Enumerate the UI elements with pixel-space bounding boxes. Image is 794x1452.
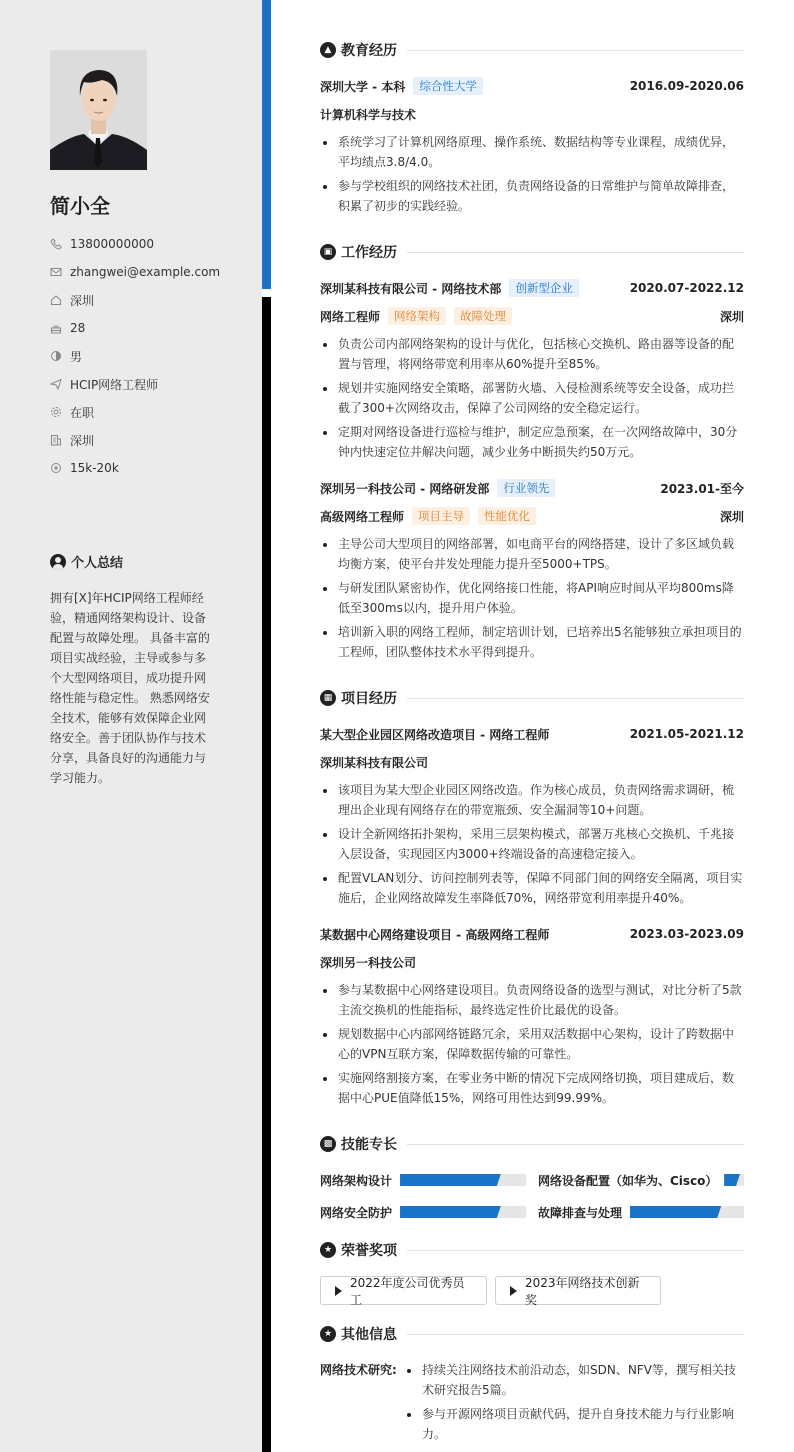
skill-bar-fill — [724, 1174, 740, 1186]
job-role-row — [320, 306, 744, 326]
list-item: 参与学校组织的网络技术社团，负责网络设备的日常维护与简单故障排查，积累了初步的实践经验。 — [320, 176, 744, 216]
company-tag: 创新型企业 — [509, 279, 579, 297]
project-header — [320, 924, 744, 944]
project-company-row — [320, 752, 744, 772]
award-chip — [495, 1276, 661, 1305]
projects-title: 项目经历 — [341, 691, 397, 707]
skill-item — [320, 1170, 526, 1190]
project-name: 某数据中心网络建设项目 - 高级网络工程师 — [320, 927, 550, 942]
location-row — [50, 286, 250, 314]
list-item: 规划数据中心内部网络链路冗余，采用双活数据中心架构，设计了跨数据中心的VPN互联方案，保障数据传输的可靠性。 — [320, 1024, 744, 1064]
skill-tag: 项目主导 — [412, 507, 470, 525]
list-item: 规划并实施网络安全策略，部署防火墙、入侵检测系统等安全设备，成功拦截了300+次网络攻击，保障了公司网络的安全稳定运行。 — [320, 378, 744, 418]
section-divider — [407, 50, 744, 51]
home-icon — [50, 294, 62, 306]
gear-icon — [50, 406, 62, 418]
education-header — [320, 76, 744, 96]
skill-tag: 故障处理 — [454, 307, 512, 325]
list-item: 系统学习了计算机网络原理、操作系统、数据结构等专业课程，成绩优异，平均绩点3.8/4.0。 — [320, 132, 744, 172]
other-title: 其他信息 — [341, 1327, 397, 1343]
job-role: 高级网络工程师 — [320, 509, 405, 524]
job-bullets — [320, 334, 744, 466]
list-item: 主导公司大型项目的网络部署，如电商平台的网络搭建，设计了多区域负载均衡方案，使平台并发处理能力提升至5000+TPS。 — [320, 534, 744, 574]
section-divider — [407, 252, 744, 253]
job-date: 2023.01-至今 — [660, 481, 744, 496]
salary-text: 15k-20k — [70, 461, 119, 475]
projects-heading — [320, 688, 744, 708]
award-label: 2023年网络技术创新奖 — [525, 1275, 640, 1307]
education-title: 教育经历 — [341, 43, 397, 59]
location-text: 深圳 — [70, 293, 95, 308]
project-bullets — [320, 980, 744, 1112]
work-title: 工作经历 — [341, 245, 397, 261]
section-divider — [407, 698, 744, 699]
accent-bar — [262, 0, 271, 289]
coin-icon — [50, 462, 62, 474]
list-item: 与研发团队紧密协作，优化网络接口性能，将API响应时间从平均800ms降低至300ms以内，提升用户体验。 — [320, 578, 744, 618]
phone-row — [50, 230, 250, 258]
skill-bar — [630, 1206, 744, 1218]
position-text: HCIP网络工程师 — [70, 377, 159, 392]
education-bullets — [320, 132, 744, 220]
skill-name: 网络架构设计 — [320, 1173, 393, 1188]
gender-icon — [50, 350, 62, 362]
skill-tag: 性能优化 — [478, 507, 536, 525]
skill-item — [538, 1202, 744, 1222]
work-heading — [320, 242, 744, 262]
skill-item — [538, 1170, 744, 1190]
cake-icon — [50, 322, 62, 334]
skill-bar — [724, 1174, 744, 1186]
list-item: 定期对网络设备进行巡检与维护，制定应急预案，在一次网络故障中，30分钟内快速定位并解决问题，减少业务中断损失约50万元。 — [320, 422, 744, 462]
skill-bar — [400, 1174, 526, 1186]
send-icon — [50, 378, 62, 390]
list-item: 负责公司内部网络架构的设计与优化，包括核心交换机、路由器等设备的配置与管理，将网络带宽利用率从60%提升至85%。 — [320, 334, 744, 374]
major-name: 计算机科学与技术 — [320, 107, 417, 122]
section-divider — [407, 1250, 744, 1251]
list-item: 持续关注网络技术前沿动态，如SDN、NFV等，撰写相关技术研究报告5篇。 — [404, 1360, 744, 1400]
job-header — [320, 278, 744, 298]
divider-bar — [262, 297, 271, 1452]
list-item: 该项目为某大型企业园区网络改造。作为核心成员，负责网络需求调研，梳理出企业现有网络存在的带宽瓶颈、安全漏洞等10+问题。 — [320, 780, 744, 820]
briefcase-icon: ▣ — [320, 244, 336, 260]
skills-title: 技能专长 — [341, 1137, 397, 1153]
school-name: 深圳大学 - 本科 — [320, 79, 406, 94]
job-date: 2020.07-2022.12 — [629, 281, 744, 295]
summary-title: 个人总结 — [71, 556, 124, 571]
list-item: 培训新入职的网络工程师，制定培训计划，已培养出5名能够独立承担项目的工程师，团队整体技术水平得到提升。 — [320, 622, 744, 662]
skill-bar-fill — [400, 1206, 501, 1218]
position-row — [50, 370, 250, 398]
skill-item — [320, 1202, 526, 1222]
profile-photo — [50, 50, 147, 170]
section-divider — [407, 1334, 744, 1335]
company-name: 深圳某科技有限公司 - 网络技术部 — [320, 281, 502, 296]
play-icon — [335, 1286, 342, 1296]
awards-heading — [320, 1240, 744, 1260]
list-item: 参与开源网络项目贡献代码，提升自身技术能力与行业影响力。 — [404, 1404, 744, 1444]
project-company-row — [320, 952, 744, 972]
project-bullets — [320, 780, 744, 912]
job-city: 深圳 — [719, 309, 744, 324]
gender-row — [50, 342, 250, 370]
bar-chart-icon: ▩ — [320, 1136, 336, 1152]
skill-name: 网络设备配置（如华为、Cisco） — [538, 1173, 718, 1188]
school-tag: 综合性大学 — [413, 77, 483, 95]
mail-icon — [50, 266, 62, 278]
status-text: 在职 — [70, 405, 95, 420]
other-heading — [320, 1324, 744, 1344]
project-date: 2023.03-2023.09 — [629, 927, 744, 941]
list-item: 参与某数据中心网络建设项目。负责网络设备的选型与测试，对比分析了5款主流交换机的性能指标，最终选定性价比最优的设备。 — [320, 980, 744, 1020]
project-company: 深圳某科技有限公司 — [320, 755, 429, 770]
award-chip — [320, 1276, 487, 1305]
skill-name: 故障排查与处理 — [538, 1205, 623, 1220]
award-label: 2022年度公司优秀员工 — [350, 1275, 465, 1307]
gender-text: 男 — [70, 349, 83, 364]
building-icon — [50, 434, 62, 446]
education-date: 2016.09-2020.06 — [629, 79, 744, 93]
skills-heading — [320, 1134, 744, 1154]
project-date: 2021.05-2021.12 — [629, 727, 744, 741]
major-row — [320, 104, 744, 124]
project-company: 深圳另一科技公司 — [320, 955, 417, 970]
medal-icon: ★ — [320, 1242, 336, 1258]
sidebar — [0, 0, 262, 1452]
job-role-row — [320, 506, 744, 526]
awards-title: 荣誉奖项 — [341, 1243, 397, 1259]
profile-name: 简小全 — [50, 194, 110, 218]
summary-text: 拥有[X]年HCIP网络工程师经验，精通网络架构设计、设备配置与故障处理。 具备丰富的项目实战经验，主导或参与多个大型网络项目，成功提升网络性能与稳定性。 熟悉网络安全技术，能够有效保障企业网络安全。善于团队协作与技术分享，具备良好的沟通能力与学习能力。 — [50, 591, 210, 785]
job-header — [320, 478, 744, 498]
section-divider — [407, 1144, 744, 1145]
city-row — [50, 426, 250, 454]
status-row — [50, 398, 250, 426]
email-text: zhangwei@example.com — [70, 265, 221, 279]
company-name: 深圳另一科技公司 - 网络研发部 — [320, 481, 490, 496]
skill-tag: 网络架构 — [388, 307, 446, 325]
grid-icon: ▦ — [320, 690, 336, 706]
city-text: 深圳 — [70, 433, 95, 448]
list-item: 实施网络割接方案，在零业务中断的情况下完成网络切换，项目建成后，数据中心PUE值降低15%，网络可用性达到99.99%。 — [320, 1068, 744, 1108]
project-name: 某大型企业园区网络改造项目 - 网络工程师 — [320, 727, 550, 742]
list-item: 配置VLAN划分、访问控制列表等，保障不同部门间的网络安全隔离，项目实施后，企业网络故障发生率降低70%，网络带宽利用率提升40%。 — [320, 868, 744, 908]
job-city: 深圳 — [719, 509, 744, 524]
skill-name: 网络安全防护 — [320, 1205, 393, 1220]
age-text: 28 — [70, 321, 86, 335]
age-row — [50, 314, 250, 342]
skill-bar-fill — [400, 1174, 501, 1186]
skill-bar-fill — [630, 1206, 721, 1218]
skill-bar — [400, 1206, 526, 1218]
job-role: 网络工程师 — [320, 309, 381, 324]
summary-heading — [50, 552, 123, 571]
play-icon — [510, 1286, 517, 1296]
user-icon — [50, 554, 66, 570]
phone-icon — [50, 238, 62, 250]
project-header — [320, 724, 744, 744]
other-bullets — [404, 1360, 744, 1448]
list-item: 设计全新网络拓扑架构，采用三层架构模式，部署万兆核心交换机、千兆接入层设备，实现园区内3000+终端设备的高速稳定接入。 — [320, 824, 744, 864]
company-tag: 行业领先 — [497, 479, 555, 497]
education-heading — [320, 40, 744, 60]
graduation-cap-icon: ▲ — [320, 42, 336, 58]
email-row — [50, 258, 250, 286]
other-label: 网络技术研究: — [320, 1363, 397, 1377]
contact-info — [50, 230, 250, 482]
job-bullets — [320, 534, 744, 666]
info-icon: ★ — [320, 1326, 336, 1342]
salary-row — [50, 454, 250, 482]
phone-text: 13800000000 — [70, 237, 154, 251]
